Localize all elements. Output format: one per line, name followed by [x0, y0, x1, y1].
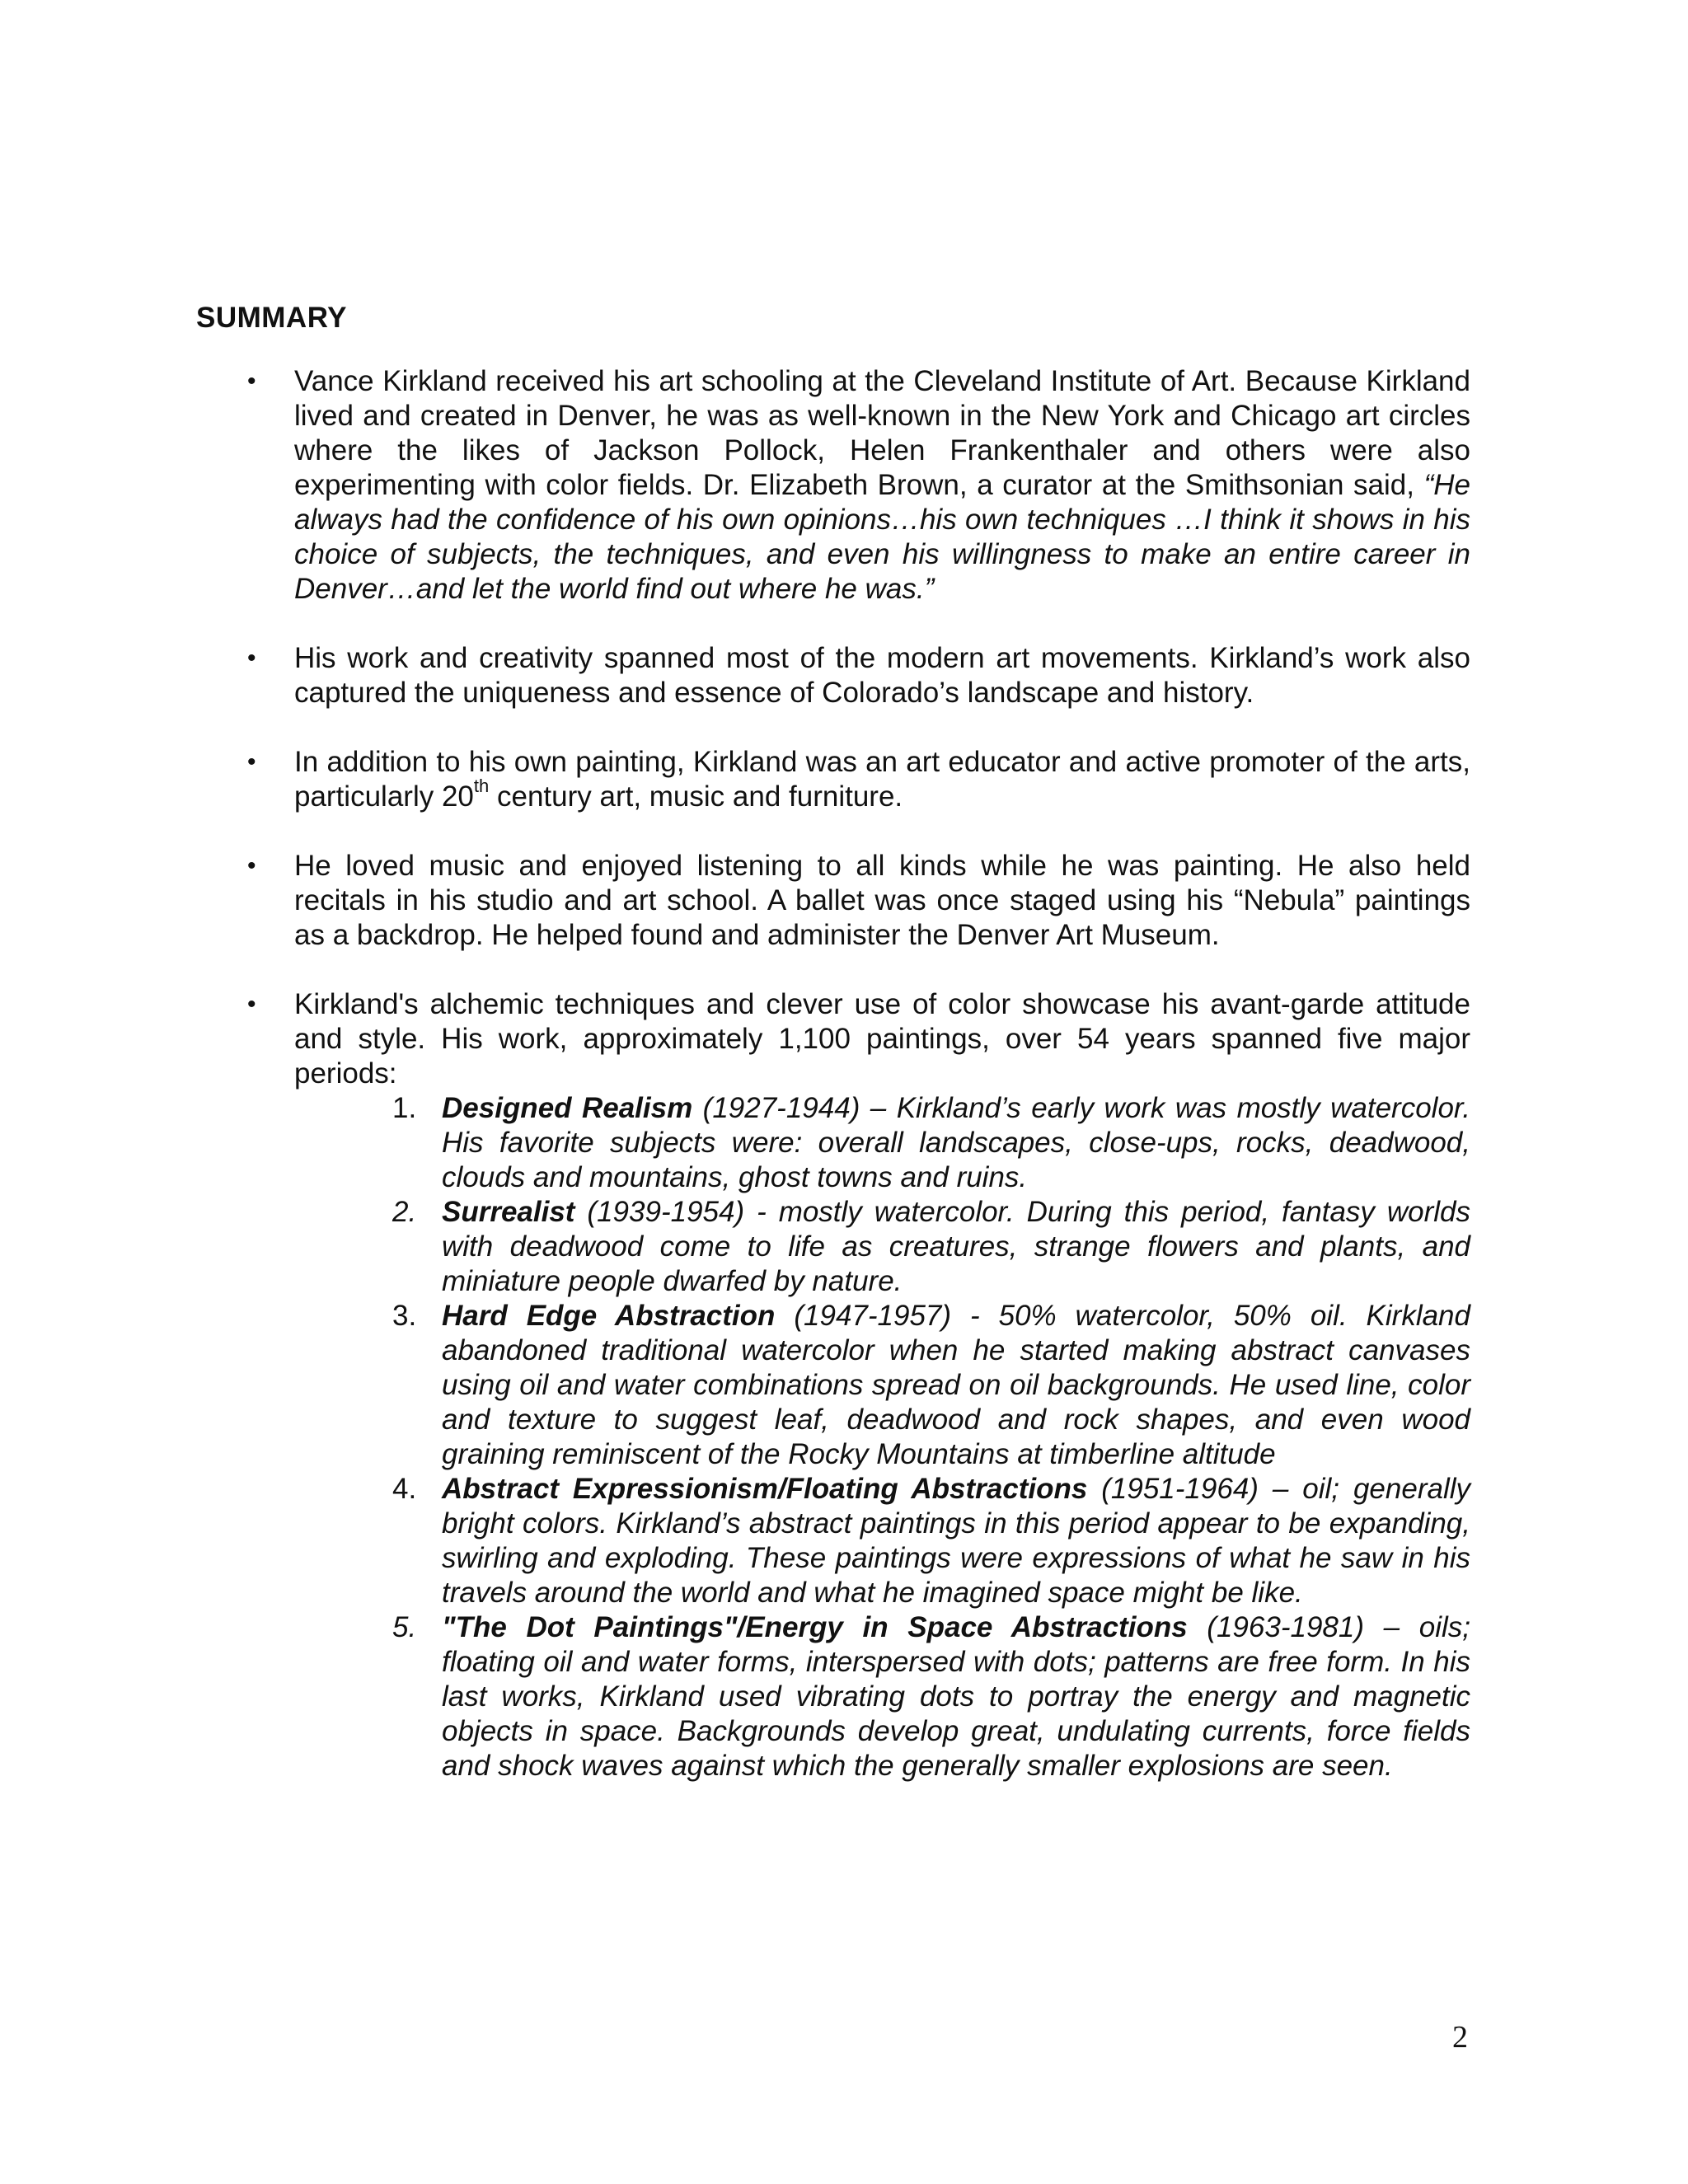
- period-number: 3.: [392, 1300, 417, 1332]
- period-number: 2.: [392, 1196, 417, 1228]
- period-item: [293, 1610, 1470, 1783]
- bullet-icon: •: [247, 368, 256, 395]
- period-name: Surrealist: [442, 1196, 575, 1228]
- bullet-text: Kirkland's alchemic techniques and clever use of color showcase his avant-garde attitude and style. His work, approximately 1,100 paintings, over 54 years spanned five major periods:: [294, 988, 1470, 1090]
- bullet-icon: •: [247, 748, 256, 776]
- period-item: [293, 1091, 1470, 1195]
- period-name: Abstract Expressionism/Floating Abstractions: [442, 1473, 1088, 1505]
- period-name: "The Dot Paintings"/Energy in Space Abstractions: [442, 1611, 1188, 1643]
- period-item: [293, 1472, 1470, 1610]
- period-description: (1951-1964) – oil; generally bright colors. Kirkland’s abstract paintings in this period appear to be expanding, swirling and exploding. These paintings were expressions of what he saw in his travels around the world and what he imagined space might be like.: [442, 1473, 1471, 1609]
- bullet-text: He loved music and enjoyed listening to all kinds while he was painting. He also held recitals in his studio and art school. A ballet was once staged using his “Nebula” paintings as a backdrop. He helped found and administer the Denver Art Museum.: [294, 850, 1470, 951]
- bullet-item-music: [196, 849, 1470, 953]
- summary-bullet-list: [196, 364, 1470, 1783]
- period-description: (1927-1944) – Kirkland’s early work was mostly watercolor. His favorite subjects were: overall landscapes, close-ups, rocks, deadwood, clouds and mountains, ghost towns and ruins.: [442, 1092, 1470, 1193]
- period-name: Hard Edge Abstraction: [442, 1300, 776, 1332]
- bullet-icon: •: [247, 852, 256, 879]
- bullet-item-movements: [196, 641, 1470, 710]
- bullet-item-educator: [196, 745, 1470, 814]
- bullet-icon: •: [247, 991, 256, 1018]
- period-number: 4.: [392, 1473, 417, 1505]
- period-description: (1939-1954) - mostly watercolor. During this period, fantasy worlds with deadwood come to life as creatures, strange flowers and plants, and miniature people dwarfed by nature.: [442, 1196, 1470, 1297]
- bullet-item-periods: [196, 987, 1470, 1783]
- brown-quote: “He always had the confidence of his own opinions…his own techniques …I think it shows in his choice of subjects, the techniques, and even his willingness to make an entire career in Denver…and let the world find out where he was.”: [294, 469, 1470, 605]
- bullet-text: Vance Kirkland received his art schooling at the Cleveland Institute of Art. Because Kirkland lived and created in Denver, he was as well-known in the New York and Chicago art circles where the likes of Jackson Pollock, Helen Frankenthaler and others were also experimenting with color fields. Dr. Elizabeth Brown, a curator at the Smithsonian said,: [294, 365, 1470, 501]
- period-item: [293, 1299, 1470, 1472]
- period-name: Designed Realism: [442, 1092, 693, 1124]
- superscript-th: th: [473, 776, 490, 797]
- page-number: 2: [1452, 2020, 1468, 2055]
- period-description: (1947-1957) - 50% watercolor, 50% oil. Kirkland abandoned traditional watercolor when he started making abstract canvases using oil and water combinations spread on oil backgrounds. He used line, color and texture to suggest leaf, deadwood and rock shapes, and even wood graining reminiscent of the Rocky Mountains at timberline altitude: [442, 1300, 1470, 1470]
- period-description: (1963-1981) – oils; floating oil and water forms, interspersed with dots; patterns are free form. In his last works, Kirkland used vibrating dots to portray the energy and magnetic objects in space. Backgrounds develop great, undulating currents, force fields and shock waves against which the generally smaller explosions are seen.: [442, 1611, 1470, 1782]
- bullet-icon: •: [247, 644, 256, 672]
- bullet-text: His work and creativity spanned most of the modern art movements. Kirkland’s work also captured the uniqueness and essence of Colorado’s landscape and history.: [294, 642, 1470, 709]
- bullet-text-cont: century art, music and furniture.: [489, 780, 903, 813]
- period-number: 1.: [392, 1092, 417, 1124]
- section-heading: SUMMARY: [196, 302, 348, 334]
- bullet-item-schooling: [196, 364, 1470, 607]
- periods-list: [294, 1091, 1470, 1783]
- bullet-text: In addition to his own painting, Kirkland was an art educator and active promoter of the arts, particularly 20: [294, 746, 1470, 813]
- period-number: 5.: [392, 1611, 417, 1643]
- period-item: [293, 1195, 1470, 1299]
